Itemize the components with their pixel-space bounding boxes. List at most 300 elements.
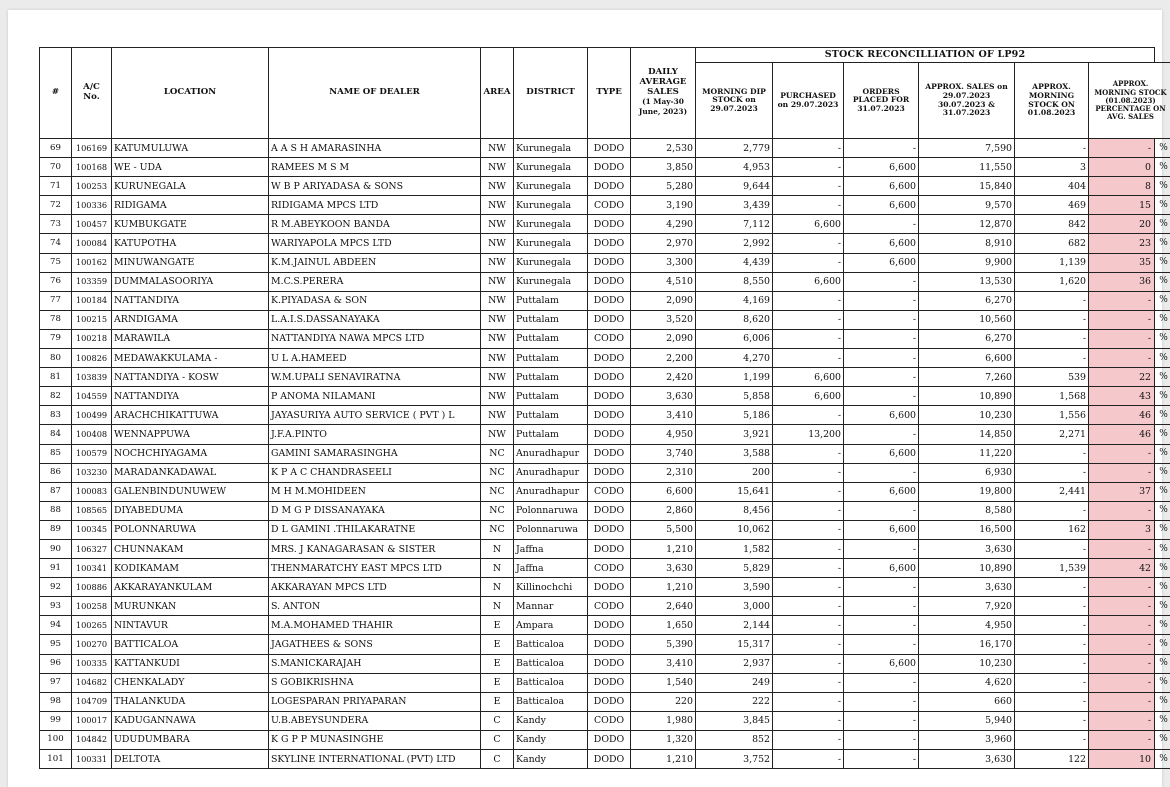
cell-daily-avg: 2,970 [631, 234, 696, 253]
cell-acno: 100341 [72, 559, 112, 578]
cell-percentage: 10 [1089, 750, 1155, 769]
cell-percentage: - [1089, 463, 1155, 482]
cell-approx-morning: - [1015, 711, 1089, 730]
table-row [40, 196, 1170, 215]
cell-acno: 100499 [72, 406, 112, 425]
cell-percentage: - [1089, 310, 1155, 329]
cell-percentage: 36 [1089, 272, 1155, 291]
cell-district: Mannar [514, 597, 588, 616]
cell-approx-sales: 15,840 [919, 177, 1015, 196]
cell-morning-dip: 4,270 [696, 349, 773, 368]
cell-percent-sign: % [1155, 711, 1170, 730]
cell-area: C [481, 711, 514, 730]
cell-district: Anuradhapur [514, 444, 588, 463]
cell-index: 75 [40, 253, 72, 272]
cell-location: NATTANDIYA - KOSW [112, 368, 269, 387]
cell-acno: 108565 [72, 501, 112, 520]
cell-type: CODO [588, 482, 631, 501]
cell-approx-morning: 842 [1015, 215, 1089, 234]
cell-approx-sales: 3,630 [919, 539, 1015, 558]
cell-index: 82 [40, 387, 72, 406]
cell-index: 91 [40, 559, 72, 578]
header-daily-avg-label: DAILY AVERAGE SALES [639, 67, 687, 98]
cell-approx-sales: 10,230 [919, 654, 1015, 673]
cell-index: 96 [40, 654, 72, 673]
cell-percentage: - [1089, 501, 1155, 520]
cell-type: DODO [588, 730, 631, 749]
cell-index: 92 [40, 578, 72, 597]
cell-approx-sales: 9,570 [919, 196, 1015, 215]
cell-percent-sign: % [1155, 158, 1170, 177]
cell-percentage: - [1089, 711, 1155, 730]
cell-location: NATTANDIYA [112, 291, 269, 310]
cell-type: CODO [588, 711, 631, 730]
cell-dealer: U L A.HAMEED [269, 349, 481, 368]
cell-approx-morning: - [1015, 597, 1089, 616]
cell-morning-dip: 5,858 [696, 387, 773, 406]
cell-orders: - [844, 692, 919, 711]
cell-acno: 100345 [72, 520, 112, 539]
cell-daily-avg: 2,310 [631, 463, 696, 482]
cell-daily-avg: 3,630 [631, 387, 696, 406]
cell-district: Batticaloa [514, 673, 588, 692]
cell-percent-sign: % [1155, 234, 1170, 253]
table-row [40, 559, 1170, 578]
cell-daily-avg: 2,530 [631, 139, 696, 158]
header-approx-sales: APPROX. SALES on 29.07.2023 30.07.2023 & 31.07.2023 [919, 63, 1015, 139]
cell-approx-sales: 6,600 [919, 349, 1015, 368]
cell-purchased: - [773, 291, 844, 310]
cell-approx-morning: - [1015, 501, 1089, 520]
cell-percentage: - [1089, 635, 1155, 654]
cell-percent-sign: % [1155, 616, 1170, 635]
cell-dealer: SKYLINE INTERNATIONAL (PVT) LTD [269, 750, 481, 769]
cell-percent-sign: % [1155, 520, 1170, 539]
cell-location: WENNAPPUWA [112, 425, 269, 444]
cell-percent-sign: % [1155, 597, 1170, 616]
cell-morning-dip: 5,186 [696, 406, 773, 425]
cell-purchased: - [773, 482, 844, 501]
cell-dealer: K P A C CHANDRASEELI [269, 463, 481, 482]
cell-orders: 6,600 [844, 520, 919, 539]
cell-purchased: - [773, 177, 844, 196]
cell-orders: 6,600 [844, 158, 919, 177]
cell-location: POLONNARUWA [112, 520, 269, 539]
cell-acno: 100162 [72, 253, 112, 272]
cell-area: NC [481, 463, 514, 482]
cell-dealer: AKKARAYAN MPCS LTD [269, 578, 481, 597]
cell-type: DODO [588, 253, 631, 272]
cell-index: 99 [40, 711, 72, 730]
cell-index: 77 [40, 291, 72, 310]
cell-dealer: K.M.JAINUL ABDEEN [269, 253, 481, 272]
cell-dealer: W.M.UPALI SENAVIRATNA [269, 368, 481, 387]
cell-approx-morning: 1,539 [1015, 559, 1089, 578]
cell-index: 69 [40, 139, 72, 158]
cell-type: DODO [588, 673, 631, 692]
header-location: LOCATION [112, 48, 269, 139]
cell-approx-sales: 6,270 [919, 329, 1015, 348]
cell-purchased: - [773, 139, 844, 158]
cell-acno: 103230 [72, 463, 112, 482]
cell-dealer: GAMINI SAMARASINGHA [269, 444, 481, 463]
cell-index: 100 [40, 730, 72, 749]
cell-dealer: M.C.S.PERERA [269, 272, 481, 291]
cell-dealer: RAMEES M S M [269, 158, 481, 177]
cell-daily-avg: 3,300 [631, 253, 696, 272]
cell-percentage: 23 [1089, 234, 1155, 253]
cell-acno: 100083 [72, 482, 112, 501]
cell-dealer: S. ANTON [269, 597, 481, 616]
cell-location: DELTOTA [112, 750, 269, 769]
cell-morning-dip: 1,199 [696, 368, 773, 387]
cell-daily-avg: 2,090 [631, 329, 696, 348]
cell-acno: 100336 [72, 196, 112, 215]
cell-daily-avg: 5,390 [631, 635, 696, 654]
cell-district: Puttalam [514, 425, 588, 444]
cell-approx-sales: 19,800 [919, 482, 1015, 501]
cell-approx-sales: 11,550 [919, 158, 1015, 177]
cell-orders: 6,600 [844, 196, 919, 215]
cell-purchased: - [773, 520, 844, 539]
cell-percent-sign: % [1155, 196, 1170, 215]
cell-morning-dip: 3,752 [696, 750, 773, 769]
cell-orders: - [844, 616, 919, 635]
cell-approx-morning: 162 [1015, 520, 1089, 539]
table-row [40, 501, 1170, 520]
table-row [40, 463, 1170, 482]
cell-area: C [481, 750, 514, 769]
cell-approx-morning: 539 [1015, 368, 1089, 387]
cell-location: CHUNNAKAM [112, 539, 269, 558]
cell-orders: - [844, 310, 919, 329]
cell-location: ARACHCHIKATTUWA [112, 406, 269, 425]
cell-dealer: JAGATHEES & SONS [269, 635, 481, 654]
cell-location: MURUNKAN [112, 597, 269, 616]
cell-district: Anuradhapur [514, 463, 588, 482]
cell-approx-sales: 11,220 [919, 444, 1015, 463]
cell-district: Jaffna [514, 539, 588, 558]
cell-approx-morning: 1,568 [1015, 387, 1089, 406]
header-dealer: NAME OF DEALER [269, 48, 481, 139]
cell-approx-morning: 2,271 [1015, 425, 1089, 444]
cell-approx-morning: 3 [1015, 158, 1089, 177]
cell-daily-avg: 5,280 [631, 177, 696, 196]
cell-percentage: 0 [1089, 158, 1155, 177]
cell-percent-sign: % [1155, 673, 1170, 692]
cell-purchased: 13,200 [773, 425, 844, 444]
cell-district: Anuradhapur [514, 482, 588, 501]
cell-index: 90 [40, 539, 72, 558]
table-row [40, 387, 1170, 406]
cell-daily-avg: 4,950 [631, 425, 696, 444]
header-index: # [40, 48, 72, 139]
cell-percentage: - [1089, 654, 1155, 673]
cell-area: NW [481, 349, 514, 368]
cell-daily-avg: 2,860 [631, 501, 696, 520]
cell-dealer: K G P P MUNASINGHE [269, 730, 481, 749]
cell-purchased: 6,600 [773, 215, 844, 234]
cell-percent-sign: % [1155, 387, 1170, 406]
cell-approx-sales: 10,890 [919, 387, 1015, 406]
cell-daily-avg: 3,410 [631, 654, 696, 673]
cell-purchased: - [773, 310, 844, 329]
cell-approx-sales: 16,500 [919, 520, 1015, 539]
cell-district: Ampara [514, 616, 588, 635]
cell-type: CODO [588, 597, 631, 616]
cell-approx-morning: - [1015, 654, 1089, 673]
cell-location: AKKARAYANKULAM [112, 578, 269, 597]
cell-index: 74 [40, 234, 72, 253]
cell-dealer: MRS. J KANAGARASAN & SISTER [269, 539, 481, 558]
cell-daily-avg: 4,290 [631, 215, 696, 234]
cell-approx-sales: 3,630 [919, 750, 1015, 769]
cell-type: DODO [588, 215, 631, 234]
cell-orders: 6,600 [844, 482, 919, 501]
cell-morning-dip: 2,144 [696, 616, 773, 635]
cell-approx-morning: - [1015, 635, 1089, 654]
cell-morning-dip: 8,456 [696, 501, 773, 520]
cell-percentage: - [1089, 578, 1155, 597]
cell-morning-dip: 4,953 [696, 158, 773, 177]
cell-location: CHENKALADY [112, 673, 269, 692]
cell-morning-dip: 8,550 [696, 272, 773, 291]
cell-approx-morning: - [1015, 349, 1089, 368]
cell-type: DODO [588, 234, 631, 253]
cell-purchased: - [773, 253, 844, 272]
table-row [40, 158, 1170, 177]
document-page [8, 10, 1168, 787]
cell-approx-morning: - [1015, 463, 1089, 482]
cell-location: KURUNEGALA [112, 177, 269, 196]
cell-acno: 100253 [72, 177, 112, 196]
cell-approx-sales: 10,230 [919, 406, 1015, 425]
cell-acno: 103359 [72, 272, 112, 291]
cell-area: NW [481, 234, 514, 253]
cell-type: DODO [588, 387, 631, 406]
cell-area: NC [481, 444, 514, 463]
cell-percent-sign: % [1155, 750, 1170, 769]
cell-area: E [481, 635, 514, 654]
cell-approx-sales: 7,260 [919, 368, 1015, 387]
cell-approx-sales: 7,590 [919, 139, 1015, 158]
cell-morning-dip: 852 [696, 730, 773, 749]
cell-percent-sign: % [1155, 463, 1170, 482]
cell-percentage: 3 [1089, 520, 1155, 539]
cell-morning-dip: 249 [696, 673, 773, 692]
cell-acno: 100457 [72, 215, 112, 234]
cell-district: Kandy [514, 730, 588, 749]
cell-morning-dip: 3,845 [696, 711, 773, 730]
cell-daily-avg: 2,200 [631, 349, 696, 368]
cell-percentage: 37 [1089, 482, 1155, 501]
cell-approx-morning: - [1015, 310, 1089, 329]
cell-acno: 100218 [72, 329, 112, 348]
cell-area: NW [481, 196, 514, 215]
table-row [40, 730, 1170, 749]
cell-purchased: - [773, 539, 844, 558]
cell-location: MARADANKADAWAL [112, 463, 269, 482]
cell-approx-morning: - [1015, 730, 1089, 749]
cell-area: NW [481, 291, 514, 310]
cell-approx-morning: - [1015, 692, 1089, 711]
cell-area: NW [481, 158, 514, 177]
cell-purchased: - [773, 501, 844, 520]
cell-approx-sales: 14,850 [919, 425, 1015, 444]
cell-location: WE - UDA [112, 158, 269, 177]
cell-district: Kurunegala [514, 215, 588, 234]
cell-orders: 6,600 [844, 406, 919, 425]
cell-acno: 100258 [72, 597, 112, 616]
cell-morning-dip: 9,644 [696, 177, 773, 196]
cell-index: 83 [40, 406, 72, 425]
cell-percent-sign: % [1155, 253, 1170, 272]
cell-location: ARNDIGAMA [112, 310, 269, 329]
cell-approx-morning: - [1015, 673, 1089, 692]
cell-type: CODO [588, 329, 631, 348]
cell-approx-sales: 8,910 [919, 234, 1015, 253]
cell-purchased: - [773, 349, 844, 368]
cell-dealer: W B P ARIYADASA & SONS [269, 177, 481, 196]
cell-percent-sign: % [1155, 406, 1170, 425]
cell-percent-sign: % [1155, 482, 1170, 501]
cell-purchased: 6,600 [773, 368, 844, 387]
cell-daily-avg: 1,210 [631, 539, 696, 558]
cell-index: 95 [40, 635, 72, 654]
table-row [40, 444, 1170, 463]
cell-area: NW [481, 177, 514, 196]
table-row [40, 349, 1170, 368]
cell-index: 85 [40, 444, 72, 463]
table-row [40, 578, 1170, 597]
cell-percent-sign: % [1155, 692, 1170, 711]
cell-percentage: 20 [1089, 215, 1155, 234]
cell-location: MEDAWAKKULAMA - [112, 349, 269, 368]
cell-type: DODO [588, 272, 631, 291]
cell-dealer: THENMARATCHY EAST MPCS LTD [269, 559, 481, 578]
cell-dealer: R M.ABEYKOON BANDA [269, 215, 481, 234]
cell-index: 86 [40, 463, 72, 482]
cell-morning-dip: 4,169 [696, 291, 773, 310]
cell-district: Polonnaruwa [514, 520, 588, 539]
cell-dealer: M H M.MOHIDEEN [269, 482, 481, 501]
cell-type: DODO [588, 654, 631, 673]
cell-morning-dip: 1,582 [696, 539, 773, 558]
cell-acno: 104559 [72, 387, 112, 406]
stock-reconciliation-table [39, 47, 1170, 769]
table-row [40, 520, 1170, 539]
cell-percent-sign: % [1155, 654, 1170, 673]
cell-percentage: - [1089, 444, 1155, 463]
cell-percentage: 46 [1089, 406, 1155, 425]
cell-orders: - [844, 501, 919, 520]
cell-purchased: - [773, 711, 844, 730]
cell-approx-sales: 4,950 [919, 616, 1015, 635]
cell-morning-dip: 200 [696, 463, 773, 482]
cell-index: 97 [40, 673, 72, 692]
cell-purchased: - [773, 578, 844, 597]
cell-purchased: - [773, 444, 844, 463]
cell-approx-sales: 10,890 [919, 559, 1015, 578]
cell-index: 88 [40, 501, 72, 520]
table-row [40, 406, 1170, 425]
cell-daily-avg: 4,510 [631, 272, 696, 291]
cell-orders: 6,600 [844, 234, 919, 253]
cell-orders: 6,600 [844, 654, 919, 673]
cell-type: CODO [588, 559, 631, 578]
cell-morning-dip: 7,112 [696, 215, 773, 234]
cell-district: Kurunegala [514, 234, 588, 253]
cell-approx-sales: 16,170 [919, 635, 1015, 654]
cell-orders: - [844, 539, 919, 558]
table-row [40, 654, 1170, 673]
cell-district: Puttalam [514, 387, 588, 406]
cell-dealer: S GOBIKRISHNA [269, 673, 481, 692]
cell-percent-sign: % [1155, 539, 1170, 558]
cell-type: DODO [588, 750, 631, 769]
cell-dealer: WARIYAPOLA MPCS LTD [269, 234, 481, 253]
cell-orders: - [844, 730, 919, 749]
cell-dealer: RIDIGAMA MPCS LTD [269, 196, 481, 215]
cell-district: Kurunegala [514, 139, 588, 158]
cell-orders: - [844, 368, 919, 387]
cell-area: N [481, 578, 514, 597]
cell-area: E [481, 654, 514, 673]
cell-location: DUMMALASOORIYA [112, 272, 269, 291]
table-row [40, 539, 1170, 558]
table-row [40, 291, 1170, 310]
cell-district: Kurunegala [514, 177, 588, 196]
table-row [40, 692, 1170, 711]
cell-type: DODO [588, 177, 631, 196]
cell-area: N [481, 559, 514, 578]
cell-acno: 100017 [72, 711, 112, 730]
cell-purchased: - [773, 654, 844, 673]
cell-area: NC [481, 520, 514, 539]
header-district: DISTRICT [514, 48, 588, 139]
cell-acno: 100168 [72, 158, 112, 177]
cell-orders: 6,600 [844, 253, 919, 272]
cell-index: 87 [40, 482, 72, 501]
cell-district: Batticaloa [514, 654, 588, 673]
cell-type: DODO [588, 310, 631, 329]
cell-district: Kandy [514, 711, 588, 730]
cell-location: DIYABEDUMA [112, 501, 269, 520]
cell-percent-sign: % [1155, 329, 1170, 348]
cell-area: NW [481, 425, 514, 444]
cell-orders: 6,600 [844, 444, 919, 463]
cell-type: DODO [588, 368, 631, 387]
cell-district: Batticaloa [514, 692, 588, 711]
cell-approx-morning: 122 [1015, 750, 1089, 769]
header-group-title: STOCK RECONCILLIATION OF LP92 [696, 48, 1155, 63]
cell-index: 94 [40, 616, 72, 635]
cell-purchased: - [773, 635, 844, 654]
cell-type: DODO [588, 444, 631, 463]
table-row [40, 215, 1170, 234]
cell-approx-sales: 4,620 [919, 673, 1015, 692]
cell-dealer: U.B.ABEYSUNDERA [269, 711, 481, 730]
cell-purchased: - [773, 329, 844, 348]
cell-approx-morning: 1,620 [1015, 272, 1089, 291]
cell-approx-sales: 660 [919, 692, 1015, 711]
cell-percentage: - [1089, 616, 1155, 635]
cell-dealer: NATTANDIYA NAWA MPCS LTD [269, 329, 481, 348]
cell-morning-dip: 4,439 [696, 253, 773, 272]
cell-orders: - [844, 139, 919, 158]
cell-acno: 100579 [72, 444, 112, 463]
cell-approx-sales: 12,870 [919, 215, 1015, 234]
